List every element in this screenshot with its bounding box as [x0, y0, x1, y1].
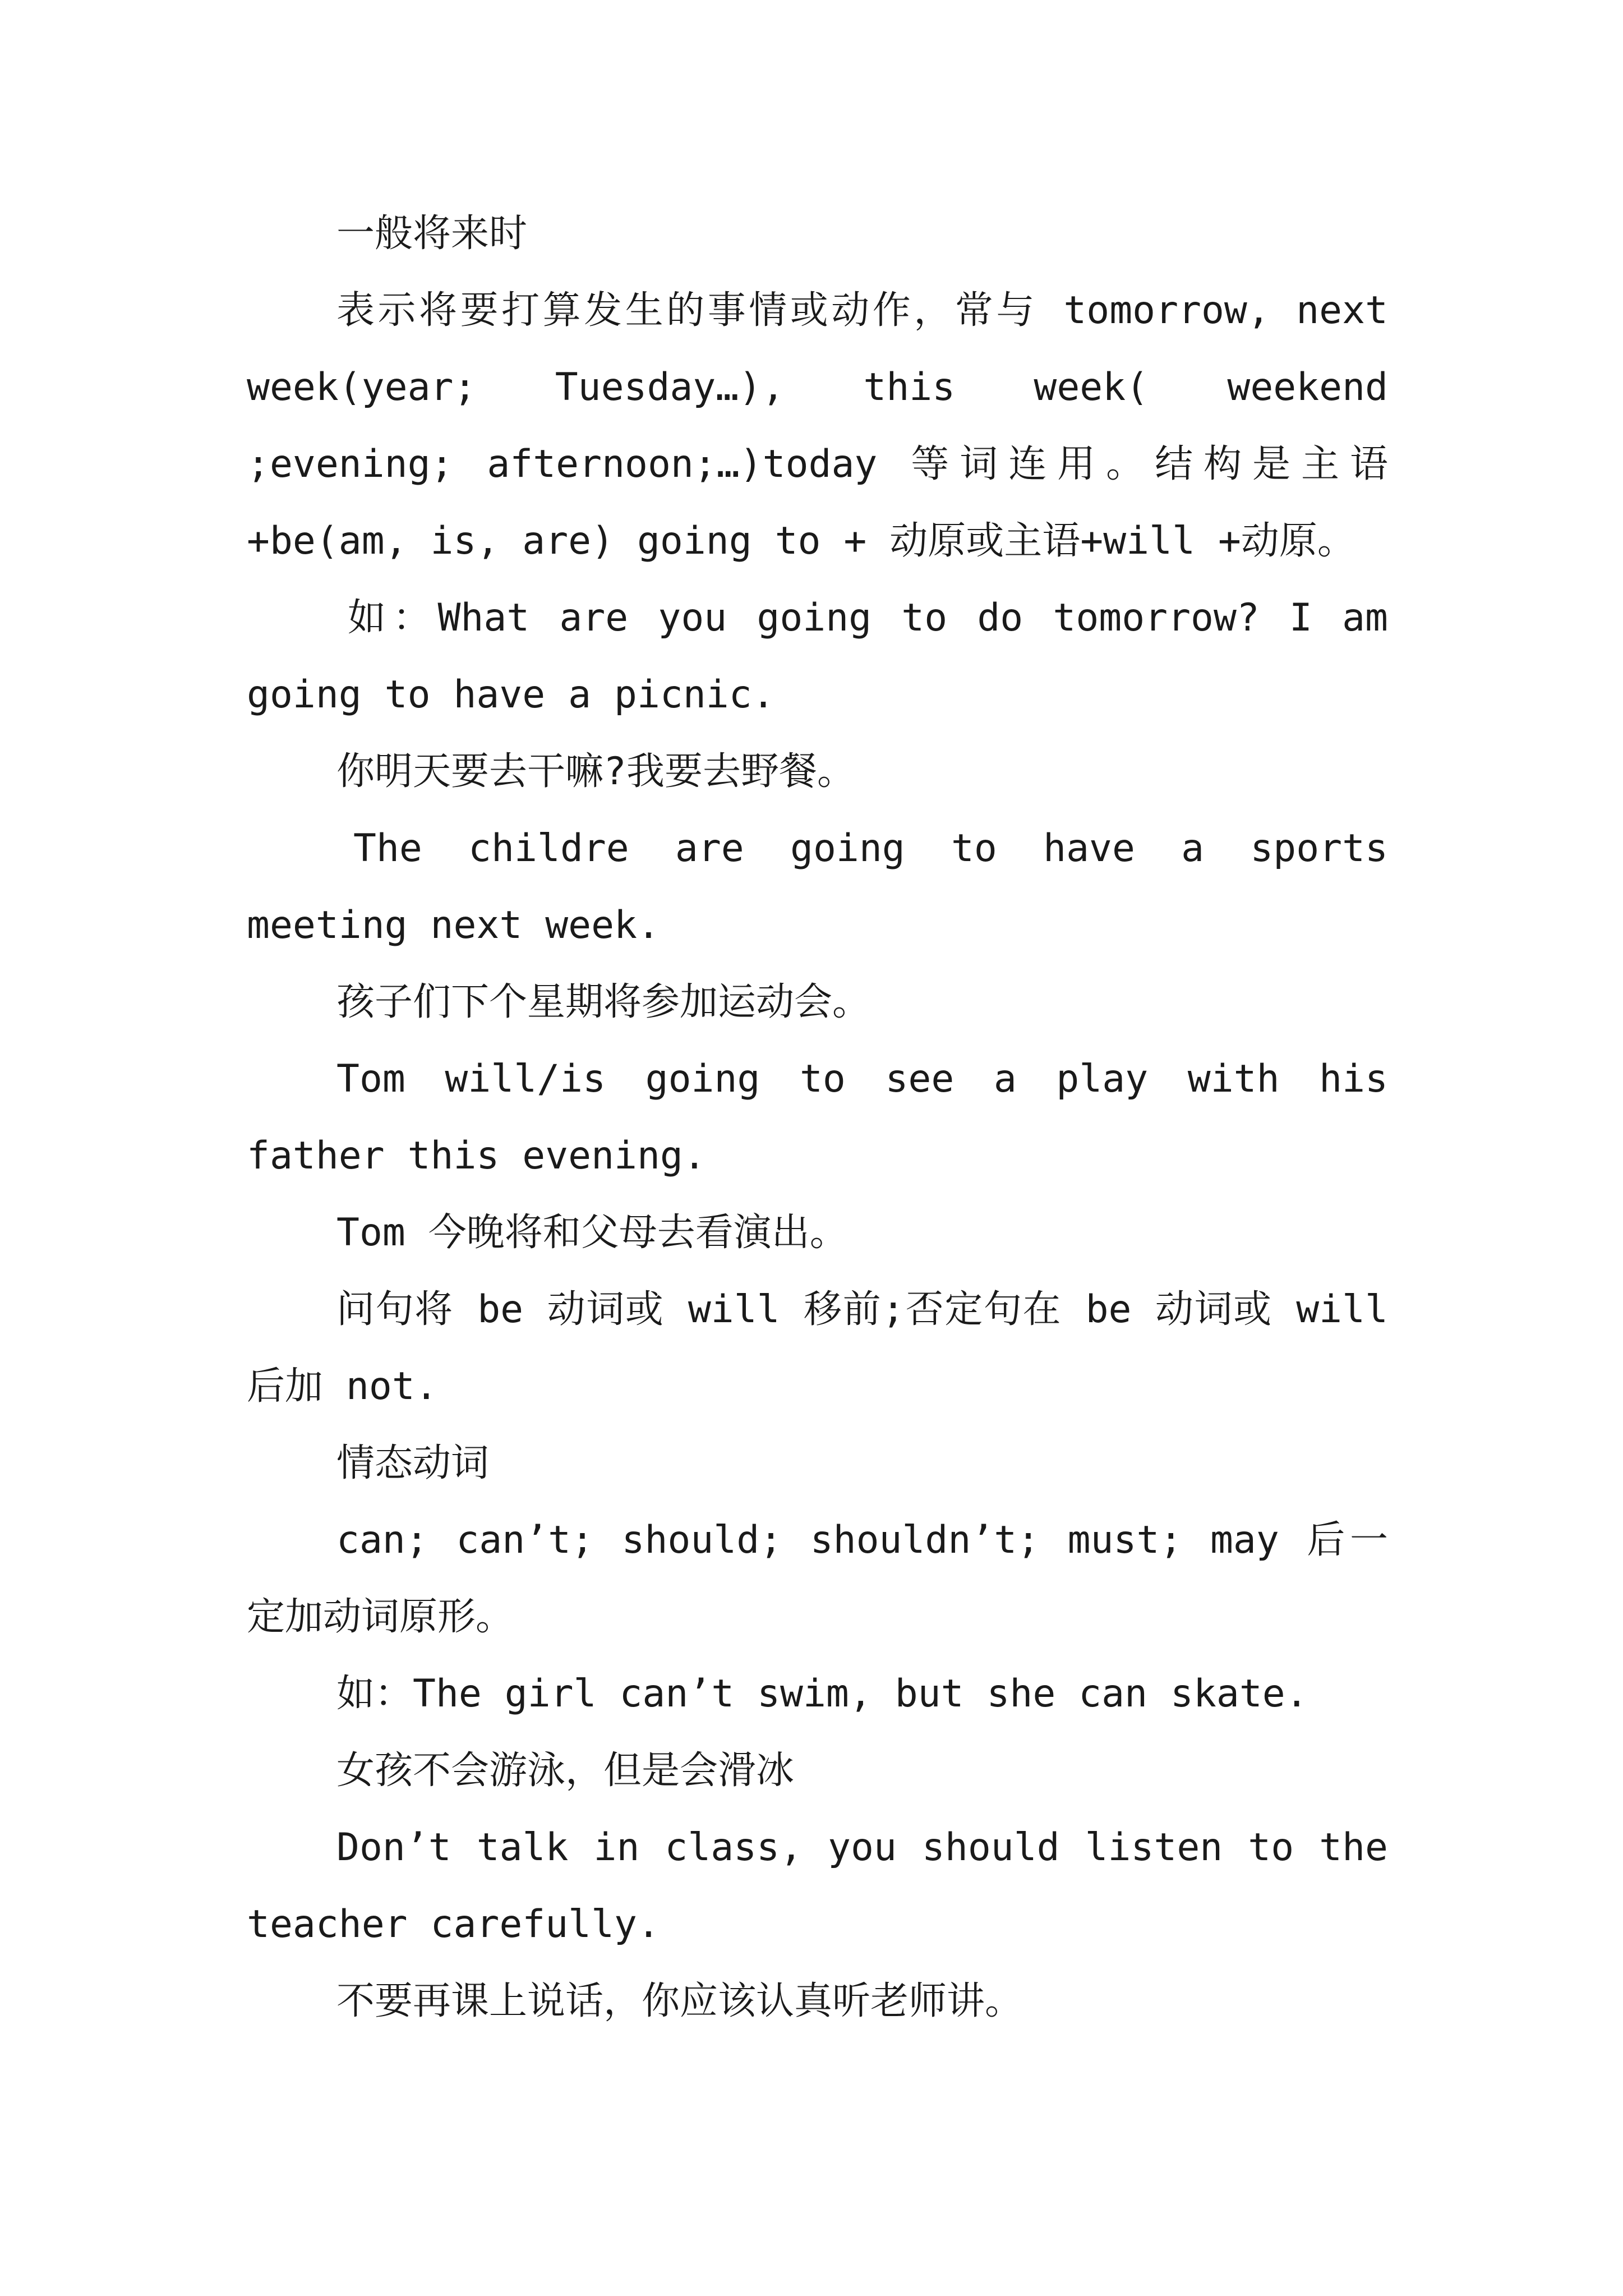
document-body: [247, 195, 1388, 2040]
section-title-modal-verbs: 情态动词: [336, 1441, 490, 1485]
paragraph-example-swim-translation: 女孩不会游泳，但是会滑冰: [336, 1749, 795, 1793]
paragraph-future-tense-explanation: 表示将要打算发生的事情或动作，常与 tomorrow, next week(year; Tuesday…), this week( weekend ;evening; afternoon;…)today 等词连用。结构是主语+be(am, is, are) going to + 动原或主语+will +动原。: [247, 288, 1388, 563]
section-title-future-tense: 一般将来时: [336, 211, 528, 256]
paragraph-example-picnic-translation: 你明天要去干嘛?我要去野餐。: [336, 749, 855, 794]
paragraph-example-play-translation: Tom 今晚将和父母去看演出。: [336, 1211, 848, 1255]
paragraph-question-negative-rule: 问句将 be 动词或 will 移前;否定句在 be 动词或 will 后加 not.: [247, 1287, 1388, 1409]
paragraph-modal-verbs-rule: can; can’t; should; shouldn’t; must; may 后一定加动词原形。: [247, 1518, 1388, 1639]
paragraph-example-swim: 如：The girl can’t swim, but she can skate.: [336, 1672, 1308, 1716]
paragraph-example-play: Tom will/is going to see a play with his father this evening.: [247, 1057, 1388, 1178]
paragraph-example-sports-meeting-translation: 孩子们下个星期将参加运动会。: [336, 980, 871, 1024]
paragraph-example-picnic: 如：What are you going to do tomorrow? I am going to have a picnic.: [247, 596, 1388, 717]
paragraph-example-sports-meeting: The childre are going to have a sports meeting next week.: [247, 826, 1388, 947]
paragraph-example-class: Don’t talk in class, you should listen to the teacher carefully.: [247, 1825, 1388, 1947]
paragraph-example-class-translation: 不要再课上说话，你应该认真听老师讲。: [336, 1979, 1023, 2023]
